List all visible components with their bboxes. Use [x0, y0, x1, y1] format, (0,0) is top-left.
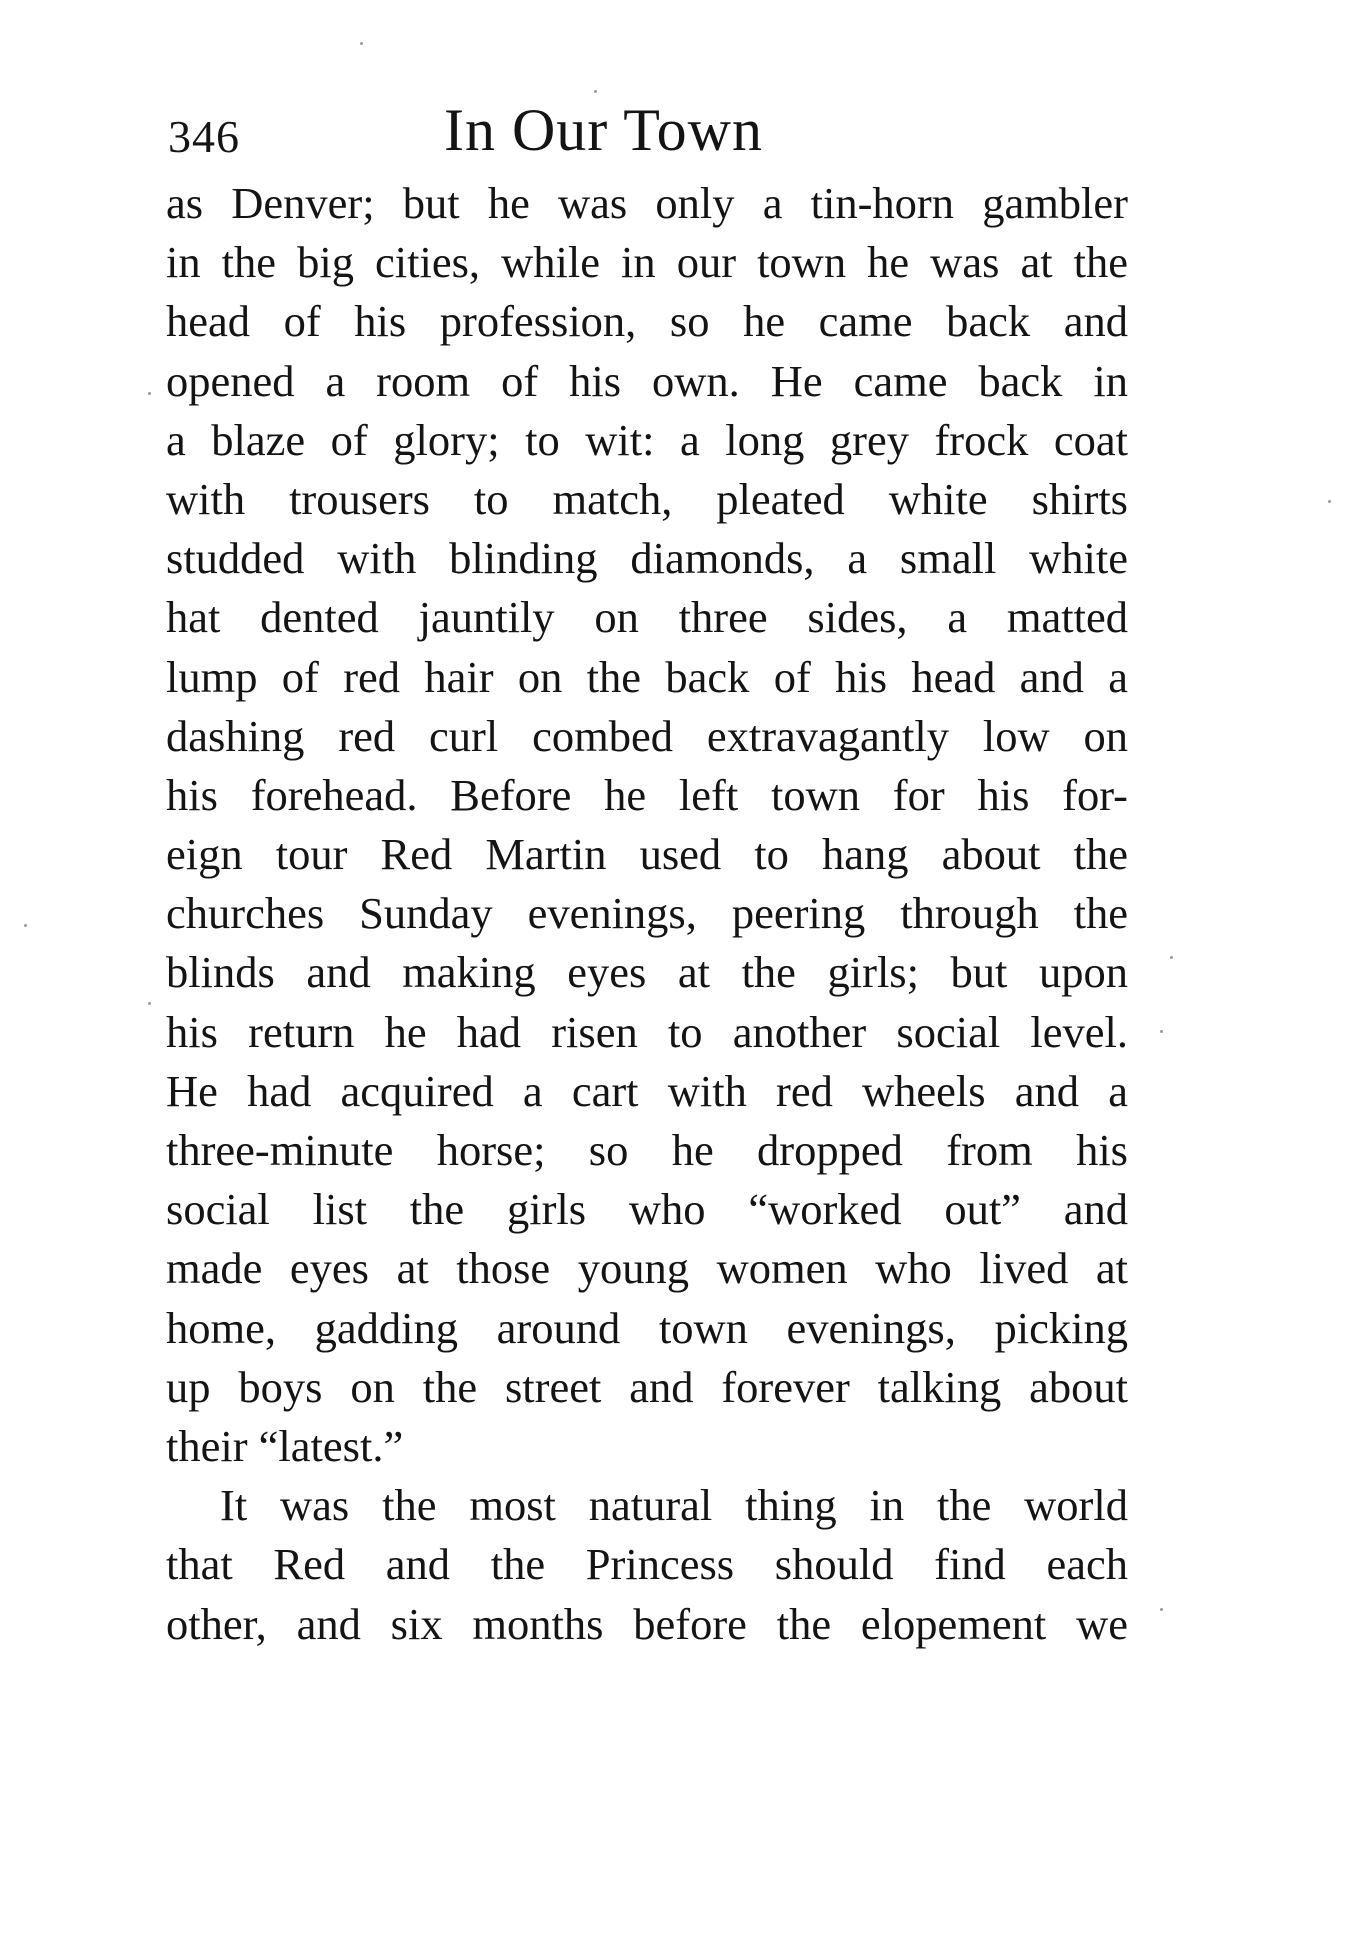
print-speck [594, 90, 597, 93]
text-line: He had acquired a cart with red wheels and a [166, 1065, 1128, 1116]
text-line: hat dented jauntily on three sides, a matted [166, 592, 1128, 643]
text-line: his forehead. Before he left town for his for- [166, 769, 1128, 820]
print-speck [1328, 500, 1331, 503]
print-speck [1160, 1030, 1163, 1033]
text-line: their “latest.” [166, 1420, 404, 1471]
text-line: three-minute horse; so he dropped from his [166, 1125, 1128, 1175]
text-line: in the big cities, while in our town he was at the [166, 237, 1128, 288]
text-line: other, and six months before the elopement we [166, 1598, 1128, 1649]
print-speck [1170, 956, 1173, 959]
text-line: as Denver; but he was only a tin-horn gambler [166, 178, 1128, 228]
print-speck [24, 924, 27, 927]
paragraph-2 [166, 1476, 1128, 1654]
running-title: In Our Town [444, 97, 763, 163]
body-text [166, 174, 1128, 1654]
text-line: a blaze of glory; to wit: a long grey frock coat [166, 414, 1128, 465]
print-speck [1160, 1608, 1163, 1611]
print-speck [148, 1002, 151, 1005]
text-line: lump of red hair on the back of his head and a [166, 651, 1128, 702]
text-line: his return he had risen to another social level. [166, 1006, 1128, 1057]
text-line: home, gadding around town evenings, picking [166, 1302, 1128, 1353]
text-line: social list the girls who “worked out” and [166, 1184, 1128, 1235]
text-line: opened a room of his own. He came back in [166, 355, 1128, 406]
text-line: with trousers to match, pleated white shirts [166, 473, 1128, 524]
text-line: eign tour Red Martin used to hang about the [166, 829, 1128, 880]
print-speck [360, 42, 363, 45]
page-header [168, 96, 1168, 176]
text-line: dashing red curl combed extravagantly low on [166, 710, 1128, 761]
text-line: up boys on the street and forever talking about [166, 1361, 1128, 1412]
text-line: studded with blinding diamonds, a small white [166, 533, 1128, 584]
print-speck [148, 392, 151, 395]
page-number: 346 [168, 111, 240, 162]
text-line: that Red and the Princess should find each [166, 1539, 1128, 1590]
text-line: head of his profession, so he came back and [166, 296, 1128, 347]
text-line: churches Sunday evenings, peering through the [166, 888, 1128, 939]
text-line: It was the most natural thing in the world [220, 1480, 1128, 1531]
text-line: made eyes at those young women who lived at [166, 1243, 1128, 1294]
text-line: blinds and making eyes at the girls; but upon [166, 947, 1128, 998]
paragraph-1 [166, 174, 1128, 1476]
